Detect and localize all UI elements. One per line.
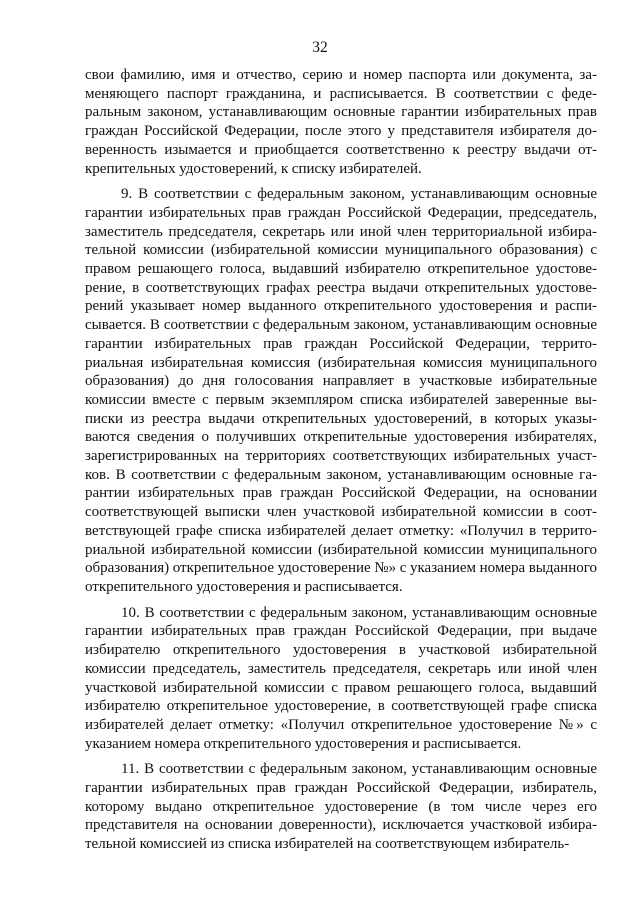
page-body	[85, 66, 597, 854]
paragraph-9: 9. В соответствии с федеральным законом, устанавливающим основные гарантии избирательных прав граждан Российской Федерации, председатель, заместитель председателя, секретарь или иной член территориальной избирательной комиссии (избирательной комиссии муниципального образования) с правом решающего голоса, выдавший избирателю открепительное удостоверение, в соответствующих графах реестра выдачи открепительных удостоверений указывает номер выданного открепительного удостоверения и расписывается. В соответствии с федеральным законом, устанавливающим основные гарантии избирательных прав граждан Российской Федерации, территориальная избирательная комиссия (избирательная комиссия муниципального образования) до дня голосования направляет в участковые избирательные комиссии вместе с первым экземпляром списка избирателей заверенные выписки из реестра выдачи открепительных удостоверений, в которых указываются сведения о получивших открепительные удостоверения избирателях, зарегистрированных на территориях соответствующих избирательных участков. В соответствии с федеральным законом, устанавливающим основные гарантии избирательных прав граждан Российской Федерации, на основании соответствующей выписки член участковой избирательной комиссии в соответствующей графе списка избирателей делает отметку: «Получил в территориальной избирательной комиссии (избирательной комиссии муниципального образования) открепительное удостоверение №» с указанием номера выданного открепительного удостоверения и расписывается.	[85, 186, 597, 595]
page-number: 32	[312, 39, 328, 56]
paragraph-8-continued: свои фамилию, имя и отчество, серию и номер паспорта или документа, заменяющего паспорт гражданина, и расписывается. В соответствии с федеральным законом, устанавливающим основные гарантии избирательных прав граждан Российской Федерации, после этого у представителя избирателя доверенность изымается и приобщается соответственно к реестру выдачи открепительных удостоверений, к списку избирателей.	[85, 67, 597, 177]
paragraph-10: 10. В соответствии с федеральным законом, устанавливающим основные гарантии избирательных прав граждан Российской Федерации, при выдаче избирателю открепительного удостоверения в участковой избирательной комиссии председатель, заместитель председателя, секретарь или иной член участковой избирательной комиссии с правом решающего голоса, выдавший избирателю открепительное удостоверение, в соответствующей графе списка избирателей делает отметку: «Получил открепительное удостоверение №» с указанием номера открепительного удостоверения и расписывается.	[85, 604, 597, 752]
paragraph-11: 11. В соответствии с федеральным законом, устанавливающим основные гарантии избирательных прав граждан Российской Федерации, избиратель, которому выдано открепительное удостоверение (в том числе через его представителя на основании доверенности), исключается участковой избирательной комиссией из списка избирателей на соответствующем избиратель-	[85, 761, 597, 853]
